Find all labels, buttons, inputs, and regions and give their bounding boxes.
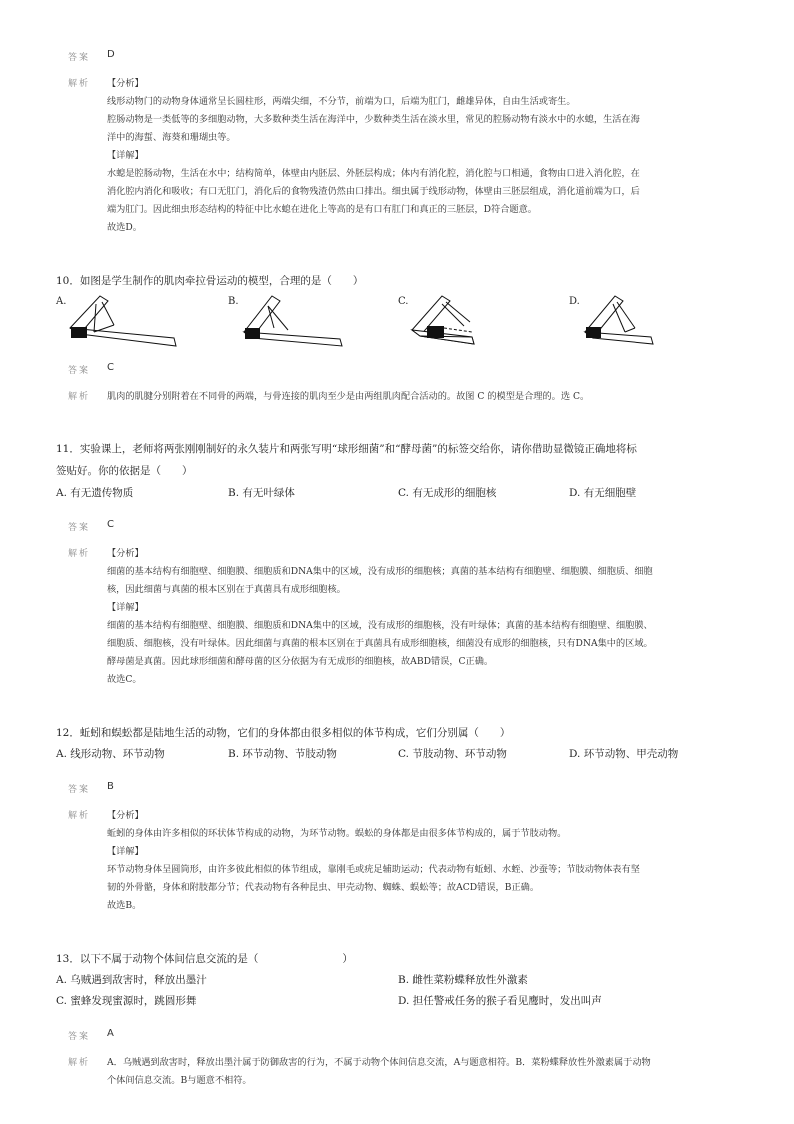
q10-figure-a[interactable] xyxy=(68,292,178,352)
q10-figure-c[interactable] xyxy=(410,292,520,352)
answer-label: 答案 xyxy=(68,1032,91,1042)
q9-line-6: 水螅是腔肠动物，生活在水中；结构简单，体壁由内胚层、外胚层构成；体内有消化腔，消化腔与口相通，食物由口进入消化腔，在 xyxy=(107,168,640,179)
analysis-label: 解析 xyxy=(68,811,91,821)
analysis-label: 解析 xyxy=(68,549,91,559)
q12-line-4: 环节动物身体呈圆筒形，由许多彼此相似的体节组成，靠刚毛或疣足辅助运动；代表动物有蚯蚓、水蛭、沙蚕等；节肢动物体表有坚 xyxy=(107,864,640,875)
answer-label: 答案 xyxy=(68,53,91,63)
q13-option-d[interactable]: D. 担任警戒任务的猴子看见鹰时，发出叫声 xyxy=(398,995,602,1007)
q9-line-3: 腔肠动物是一类低等的多细胞动物，大多数种类生活在海洋中，少数种类生活在淡水里，常见的腔肠动物有淡水中的水螅，生活在海 xyxy=(107,114,640,125)
q12-option-a[interactable]: A. 线形动物、环节动物 xyxy=(56,748,165,760)
q11-stem-line-2: 签贴好。你的依据是（ ） xyxy=(56,465,193,477)
q9-line-2: 线形动物门的动物身体通常呈长圆柱形，两端尖细，不分节，前端为口，后端为肛门，雌雄异体，自由生活或寄生。 xyxy=(107,96,576,107)
q13-option-c[interactable]: C. 蜜蜂发现蜜源时，跳圆形舞 xyxy=(56,995,197,1007)
q13-stem: 13．以下不属于动物个体间信息交流的是（ ） xyxy=(56,953,353,965)
q13-option-b[interactable]: B. 雌性菜粉蝶释放性外激素 xyxy=(398,974,528,986)
answer-label: 答案 xyxy=(68,523,91,533)
q11-line-1: 【分析】 xyxy=(107,548,144,559)
q12-line-6: 故选B。 xyxy=(107,900,142,911)
q10-option-d-label[interactable]: D. xyxy=(569,296,580,307)
analysis-label: 解析 xyxy=(68,79,91,89)
q10-stem: 10．如图是学生制作的肌肉牵拉骨运动的模型，合理的是（ ） xyxy=(56,275,364,287)
q9-line-9: 故选D。 xyxy=(107,222,142,233)
q11-line-7: 酵母菌是真菌。因此球形细菌和酵母菌的区分依据为有无成形的细胞核，故ABD错误，C正确。 xyxy=(107,656,494,667)
q10-answer: C xyxy=(107,362,114,373)
q9-line-5: 【详解】 xyxy=(107,150,144,161)
answer-label: 答案 xyxy=(68,785,91,795)
q11-option-c[interactable]: C. 有无成形的细胞核 xyxy=(398,487,497,499)
q13-answer: A xyxy=(107,1028,114,1039)
q11-stem-line-1: 11．实验课上，老师将两张刚刚制好的永久装片和两张写明“球形细菌”和“酵母菌”的标签交给你，请你借助显微镜正确地将标 xyxy=(56,443,637,455)
q10-line-1: 肌肉的肌腱分别附着在不同骨的两端，与骨连接的肌肉至少是由两组肌肉配合活动的。故图 C 的模型是合理的。选 C。 xyxy=(107,391,590,402)
q12-line-3: 【详解】 xyxy=(107,846,144,857)
q12-line-5: 韧的外骨骼，身体和附肢都分节；代表动物有各种昆虫、甲壳动物、蜘蛛、蜈蚣等；故ACD错误，B正确。 xyxy=(107,882,540,893)
q13-line-1: A．乌贼遇到敌害时，释放出墨汁属于防御敌害的行为，不属于动物个体间信息交流，A与题意相符。B．菜粉蝶释放性外激素属于动物 xyxy=(107,1057,651,1068)
q11-line-4: 【详解】 xyxy=(107,602,144,613)
q11-option-b[interactable]: B. 有无叶绿体 xyxy=(228,487,295,499)
q11-option-d[interactable]: D. 有无细胞壁 xyxy=(569,487,637,499)
q11-answer: C xyxy=(107,519,114,530)
q9-line-7: 消化腔内消化和吸收；有口无肛门，消化后的食物残渣仍然由口排出。细虫属于线形动物，体壁由三胚层组成，消化道前端为口，后 xyxy=(107,186,640,197)
q12-option-d[interactable]: D. 环节动物、甲壳动物 xyxy=(569,748,679,760)
q11-option-a[interactable]: A. 有无遗传物质 xyxy=(56,487,134,499)
q12-line-2: 蚯蚓的身体由许多相似的环状体节构成的动物，为环节动物。蜈蚣的身体都是由很多体节构成的，属于节肢动物。 xyxy=(107,828,567,839)
q9-line-8: 端为肛门。因此细虫形态结构的特征中比水螅在进化上等高的是有口有肛门和真正的三胚层，D符合题意。 xyxy=(107,204,537,215)
q10-option-c-label[interactable]: C. xyxy=(398,296,409,307)
q13-line-2: 个体间信息交流。B与题意不相符。 xyxy=(107,1075,252,1086)
q12-stem: 12．蚯蚓和蜈蚣都是陆地生活的动物，它们的身体都由很多相似的体节构成，它们分别属（ ） xyxy=(56,727,511,739)
q11-line-5: 细菌的基本结构有细胞壁、细胞膜、细胞质和DNA集中的区域，没有成形的细胞核，没有叶绿体；真菌的基本结构有细胞壁、细胞膜、 xyxy=(107,620,653,631)
answer-label: 答案 xyxy=(68,366,91,376)
q9-answer: D xyxy=(107,49,115,60)
q10-figure-b[interactable] xyxy=(238,292,348,352)
q13-option-a[interactable]: A. 乌贼遇到敌害时，释放出墨汁 xyxy=(56,974,207,986)
analysis-label: 解析 xyxy=(68,392,91,402)
q11-line-6: 细胞质、细胞核，没有叶绿体。因此细菌与真菌的根本区别在于真菌具有成形细胞核，细菌没有成形的细胞核，只有DNA集中的区域。 xyxy=(107,638,653,649)
q12-answer: B xyxy=(107,781,114,792)
q10-option-b-label[interactable]: B. xyxy=(228,296,239,307)
q9-line-4: 洋中的海蜇、海葵和珊瑚虫等。 xyxy=(107,132,236,143)
q10-option-a-label[interactable]: A. xyxy=(56,296,67,307)
q12-line-1: 【分析】 xyxy=(107,810,144,821)
q12-option-b[interactable]: B. 环节动物、节肢动物 xyxy=(228,748,337,760)
q10-figure-d[interactable] xyxy=(583,292,693,352)
q9-line-1: 【分析】 xyxy=(107,78,144,89)
q11-line-8: 故选C。 xyxy=(107,674,142,685)
q12-option-c[interactable]: C. 节肢动物、环节动物 xyxy=(398,748,507,760)
q11-line-3: 核，因此细菌与真菌的根本区别在于真菌具有成形细胞核。 xyxy=(107,584,346,595)
analysis-label: 解析 xyxy=(68,1058,91,1068)
q11-line-2: 细菌的基本结构有细胞壁、细胞膜、细胞质和DNA集中的区域，没有成形的细胞核；真菌的基本结构有细胞壁、细胞膜、细胞质、细胞 xyxy=(107,566,653,577)
